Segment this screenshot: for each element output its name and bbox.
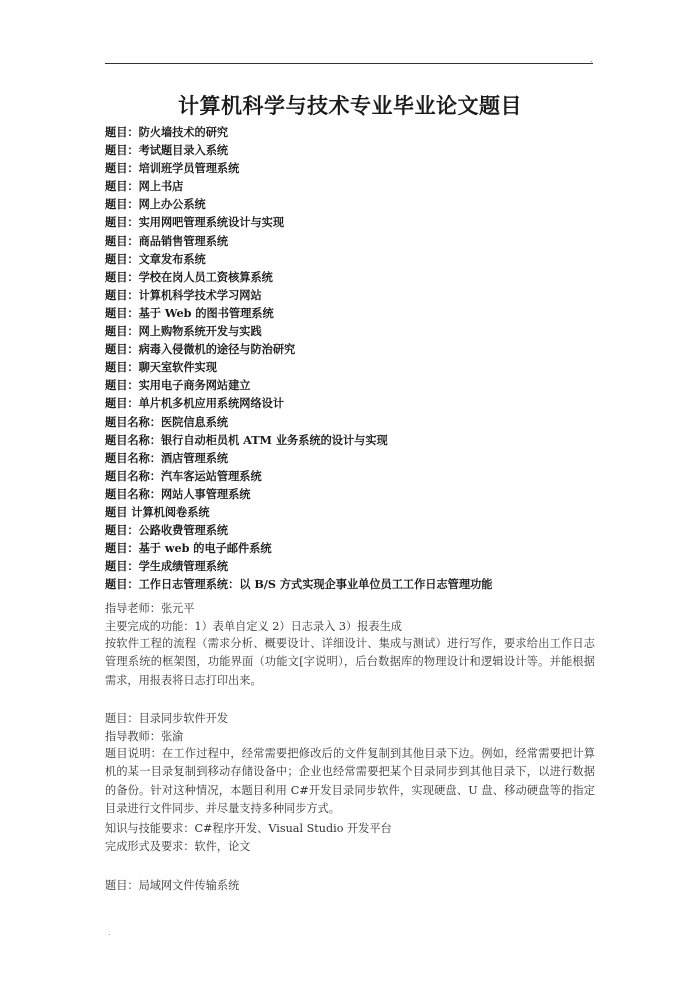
topic-item: 题目：学校在岗人员工资核算系统 — [105, 269, 273, 284]
topic-item: 题目：文章发布系统 — [105, 251, 206, 266]
topic-item: 题目名称：酒店管理系统 — [105, 450, 229, 465]
page-title: 计算机科学与技术专业毕业论文题目 — [178, 93, 522, 118]
topic-item: 题目：计算机科学技术学习网站 — [105, 287, 262, 302]
block2-skills: 知识与技能要求：C#程序开发、Visual Studio 开发平台 — [105, 822, 392, 835]
block2-format: 完成形式及要求：软件，论文 — [105, 840, 251, 853]
corner-mark-top: . — [590, 55, 593, 64]
topic-item: 题目：基于 web 的电子邮件系统 — [105, 541, 272, 556]
block3-title: 题目：局域网文件传输系统 — [105, 879, 240, 892]
topic-item: 题目：病毒入侵微机的途径与防治研究 — [105, 342, 296, 357]
topic-item: 题目：学生成绩管理系统 — [105, 559, 229, 574]
topic-item: 题目：网上书店 — [105, 179, 184, 194]
block1-functions: 主要完成的功能：1）表单自定义 2）日志录入 3）报表生成 — [105, 620, 402, 633]
topic-list — [105, 123, 605, 593]
topic-item: 题目名称：医院信息系统 — [105, 414, 229, 429]
topic-item: 题目：商品销售管理系统 — [105, 233, 229, 248]
header-rule — [105, 63, 593, 64]
topic-item: 题目 计算机阅卷系统 — [105, 504, 210, 519]
topic-item: 题目：公路收费管理系统 — [105, 523, 229, 538]
topic-item: 题目：实用电子商务网站建立 — [105, 378, 251, 393]
topic-item: 题目：培训班学员管理系统 — [105, 161, 240, 176]
corner-mark-bottom: . — [108, 928, 111, 937]
topic-item: 题目名称：银行自动柜员机 ATM 业务系统的设计与实现 — [105, 432, 388, 447]
block2-teacher: 指导教师：张渝 — [105, 730, 184, 743]
topic-item: 题目：网上办公系统 — [105, 197, 206, 212]
topic-item: 题目：基于 Web 的图书管理系统 — [105, 305, 274, 320]
block1-description: 按软件工程的流程（需求分析、概要设计、详细设计、集成与测试）进行写作，要求给出工作日志管理系统的框架图，功能界面（功能文[字说明），后台数据库的物理设计和逻辑设计等。并能根据需求，用报表将日志打印出来。 — [105, 637, 595, 687]
topic-item: 题目：单片机多机应用系统网络设计 — [105, 396, 285, 411]
topic-item: 题目名称：汽车客运站管理系统 — [105, 468, 262, 483]
topic-item: 题目：考试题目录入系统 — [105, 143, 229, 158]
topic-item: 题目：实用网吧管理系统设计与实现 — [105, 215, 285, 230]
topic-item: 题目：防火墙技术的研究 — [105, 125, 229, 139]
topic-item: 题目：聊天室软件实现 — [105, 360, 217, 375]
topic-item: 题目：网上购物系统开发与实践 — [105, 324, 262, 339]
topic-item: 题目：工作日志管理系统：以 B/S 方式实现企事业单位员工工作日志管理功能 — [105, 577, 493, 592]
block2-title: 题目：目录同步软件开发 — [105, 712, 229, 725]
block2-description: 题目说明：在工作过程中，经常需要把修改后的文件复制到其他目录下边。例如，经常需要把计算机的某一目录复制到移动存储设备中；企业也经常需要把某个目录同步到其他目录下，以进行数据的备份。针对这种情况，本题目利用 C#开发目录同步软件，实现硬盘、U 盘、移动硬盘等的指定目录进行文件同步、并尽量支持多种同步方式。 — [105, 747, 595, 815]
block1-teacher: 指导老师：张元平 — [105, 602, 195, 615]
topic-item: 题目名称：网站人事管理系统 — [105, 486, 251, 501]
